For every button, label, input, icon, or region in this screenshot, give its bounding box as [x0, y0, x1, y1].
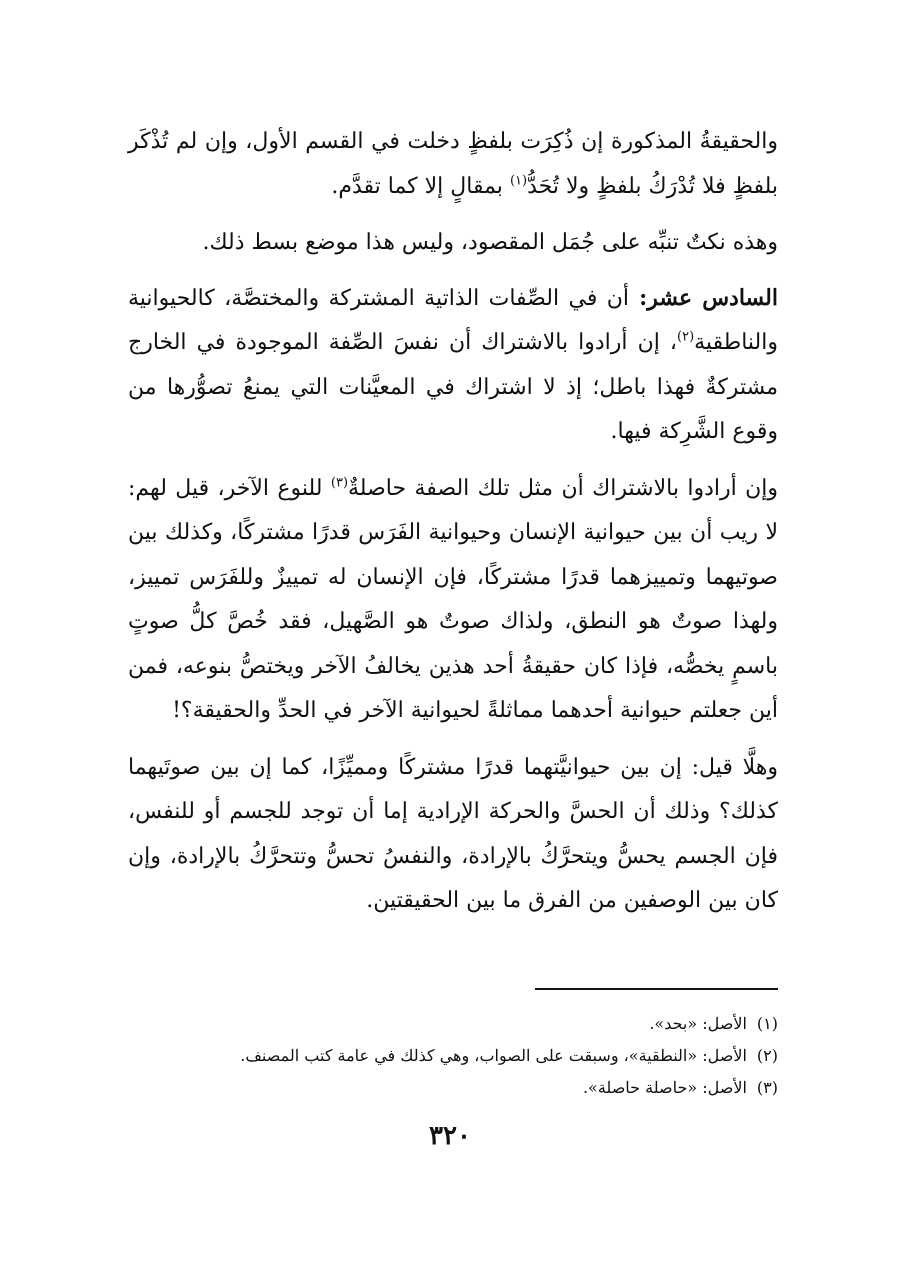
footnote-number: (٣)	[756, 1078, 778, 1097]
footnote-text: الأصل: «بحد».	[649, 1014, 747, 1033]
paragraph-5	[128, 746, 778, 924]
footnote-divider	[535, 988, 778, 990]
footnote-1	[128, 1008, 778, 1040]
main-text	[128, 120, 778, 936]
footnote-number: (١)	[756, 1014, 778, 1033]
paragraph-text: وإن أرادوا بالاشتراك أن مثل تلك الصفة حاصلةٌ	[348, 475, 778, 501]
footnote-number: (٢)	[756, 1046, 778, 1065]
paragraph-text: وهذه نكتٌ تنبِّه على جُمَل المقصود، وليس هذا موضع بسط ذلك.	[202, 230, 778, 255]
paragraph-text: للنوع الآخر، قيل لهم: لا ريب أن بين حيوانية الإنسان وحيوانية الفَرَس قدرًا مشتركًا، وكذلك بين صوتيهما وتمييزهما قدرًا مشتركًا، فإن الإنسان له تمييزٌ وللفَرَس تمييز، ولهذا صوتٌ هو النطق، ولذاك صوتٌ هو الصَّهيل، فقد خُصَّ كلُّ صوتٍ باسمٍ يخصُّه، فإذا كان حقيقةُ أحد هذين يخالفُ الآخر ويختصُّ بنوعه، فمن أين جعلتم حيوانية أحدهما مماثلةً لحيوانية الآخر في الحدِّ والحقيقة؟!	[128, 475, 778, 723]
footnote-ref-2: (٢)	[677, 329, 695, 345]
paragraph-text: ، إن أرادوا بالاشتراك أن نفسَ الصِّفة الموجودة في الخارج مشتركةٌ فهذا باطل؛ إذ لا اشتراك في المعيَّنات التي يمنعُ تصوُّرها من وقوع الشَّرِكة فيها.	[128, 330, 778, 444]
paragraph-1	[128, 120, 778, 209]
paragraph-text: وهلَّا قيل: إن بين حيوانيَّتهما قدرًا مشتركًا ومميِّزًا، كما إن بين صوتَيهما كذلك؟ وذلك أن الحسَّ والحركة الإرادية إما أن توجد للجسم أو للنفس، فإن الجسم يحسُّ ويتحرَّكُ بالإرادة، والنفسُ تحسُّ وتتحرَّكُ بالإرادة، وإن كان بين الوصفين من الفرق ما بين الحقيقتين.	[128, 754, 778, 913]
footnote-ref-3: (٣)	[330, 475, 349, 491]
page-number: ٣٢٠	[429, 1121, 471, 1151]
paragraph-3	[128, 276, 778, 455]
footnote-ref-1: (١)	[509, 173, 528, 189]
paragraph-text: بمقالٍ إلا كما تقدَّم.	[331, 173, 510, 199]
paragraph-4	[128, 467, 778, 734]
paragraph-2	[128, 221, 778, 266]
footnote-text: الأصل: «النطقية»، وسبقت على الصواب، وهي كذلك في عامة كتب المصنف.	[240, 1046, 747, 1065]
paragraph-text: والحقيقةُ المذكورة إن ذُكِرَت بلفظٍ دخلت في القسم الأول، وإن لم تُذْكَر بلفظٍ فلا تُدْرَكُ بلفظٍ ولا تُحَدُّ	[128, 129, 778, 199]
section-lead: السادس عشر:	[629, 284, 778, 311]
footnotes	[128, 1008, 778, 1104]
paragraph-text: أن في الصِّفات الذاتية المشتركة والمختصَّة، كالحيوانية والناطقية	[128, 285, 778, 355]
footnote-2	[128, 1040, 778, 1072]
footnote-text: الأصل: «حاصلة حاصلة».	[582, 1078, 747, 1097]
footnote-3	[128, 1072, 778, 1104]
